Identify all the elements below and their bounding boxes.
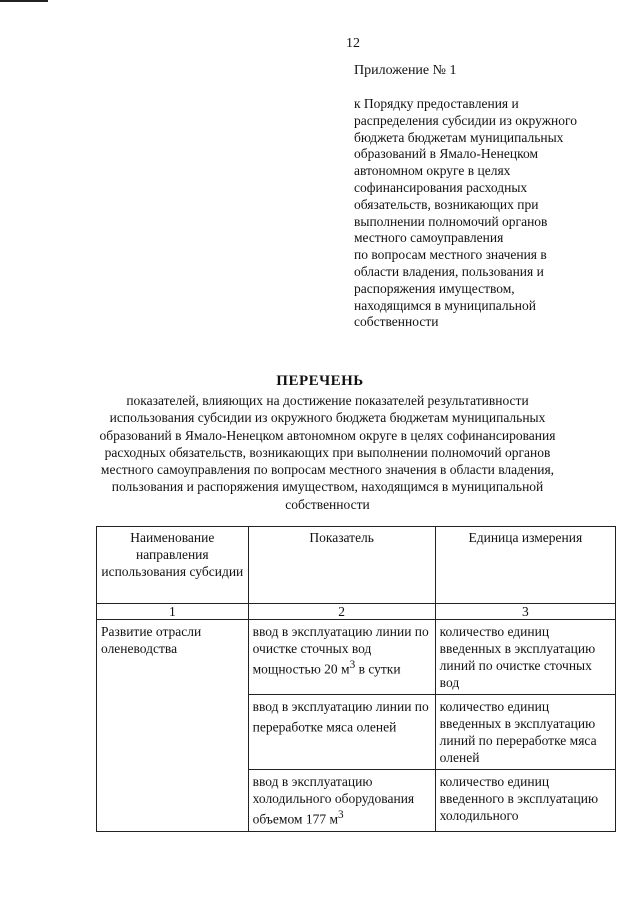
column-number: 3	[435, 604, 615, 620]
subtitle-line: образований в Ямало-Ненецком автономном округе в целях софинансирования	[99, 427, 556, 443]
indicator-cell	[248, 695, 435, 770]
table-header-row	[97, 527, 616, 604]
direction-cell: Развитие отрасли оленеводства	[97, 620, 249, 832]
document-heading: ПЕРЕЧЕНЬ	[276, 373, 364, 389]
table-row	[97, 620, 616, 695]
appendix-line: автономном округе в целях	[354, 163, 511, 179]
unit-cell: количество единиц введенного в эксплуатацию холодильного	[435, 770, 615, 832]
indicator-cell	[248, 620, 435, 695]
appendix-line: образований в Ямало-Ненецком	[354, 146, 538, 162]
header-direction: Наименование направления использования субсидии	[97, 527, 249, 604]
subtitle-line: расходных обязательств, возникающих при выполнении полномочий органов	[104, 444, 551, 460]
page-number: 12	[346, 36, 360, 51]
appendix-line: выполнении полномочий органов	[354, 213, 548, 229]
superscript: 3	[338, 809, 344, 821]
header-indicator: Показатель	[248, 527, 435, 604]
appendix-line: к Порядку предоставления и	[354, 96, 519, 111]
header-unit: Единица измерения	[435, 527, 615, 604]
superscript: 3	[349, 659, 356, 671]
column-number: 2	[248, 604, 435, 620]
indicators-table	[96, 526, 616, 832]
appendix-line: распоряжения имуществом,	[354, 280, 515, 296]
indicator-text: ввод в эксплуатацию линии по очистке сточных вод мощностью 20 м	[252, 624, 429, 677]
indicator-text-end: в сутки	[355, 661, 401, 677]
appendix-line: области владения, пользования и	[354, 263, 544, 279]
appendix-description	[354, 96, 624, 331]
column-number-row	[97, 604, 616, 620]
subtitle-line: пользования и распоряжения имуществом, находящимся в муниципальной	[111, 479, 544, 495]
appendix-line: распределения субсидии из окружного	[354, 112, 577, 128]
appendix-title: Приложение № 1	[354, 63, 457, 78]
subtitle-line: показателей, влияющих на достижение показателей результативности	[126, 393, 529, 408]
appendix-line: софинансирования расходных	[354, 179, 528, 195]
column-number: 1	[97, 604, 249, 620]
indicator-text: ввод в эксплуатацию линии по переработке мяса оленей	[252, 699, 429, 735]
subtitle-line: собственности	[285, 496, 370, 512]
appendix-line: собственности	[354, 314, 439, 330]
indicator-cell	[248, 770, 435, 832]
appendix-line: обязательств, возникающих при	[354, 196, 539, 212]
subtitle-line: использования субсидии из окружного бюджета бюджетам муниципальных	[109, 410, 546, 426]
appendix-line: бюджета бюджетам муниципальных	[354, 129, 564, 145]
appendix-line: находящимся в муниципальной	[354, 297, 536, 313]
appendix-line: по вопросам местного значения в	[354, 247, 547, 263]
subtitle-line: местного самоуправления по вопросам местного значения в области владения,	[100, 462, 555, 478]
top-rule	[0, 0, 48, 2]
appendix-line: местного самоуправления	[354, 230, 504, 246]
unit-cell: количество единиц введенных в эксплуатацию линий по очистке сточных вод	[435, 620, 615, 695]
unit-cell: количество единиц введенных в эксплуатацию линий по переработке мяса оленей	[435, 695, 615, 770]
indicator-text: ввод в эксплуатацию холодильного оборудования объемом 177 м	[252, 774, 415, 827]
document-subtitle	[80, 392, 575, 513]
